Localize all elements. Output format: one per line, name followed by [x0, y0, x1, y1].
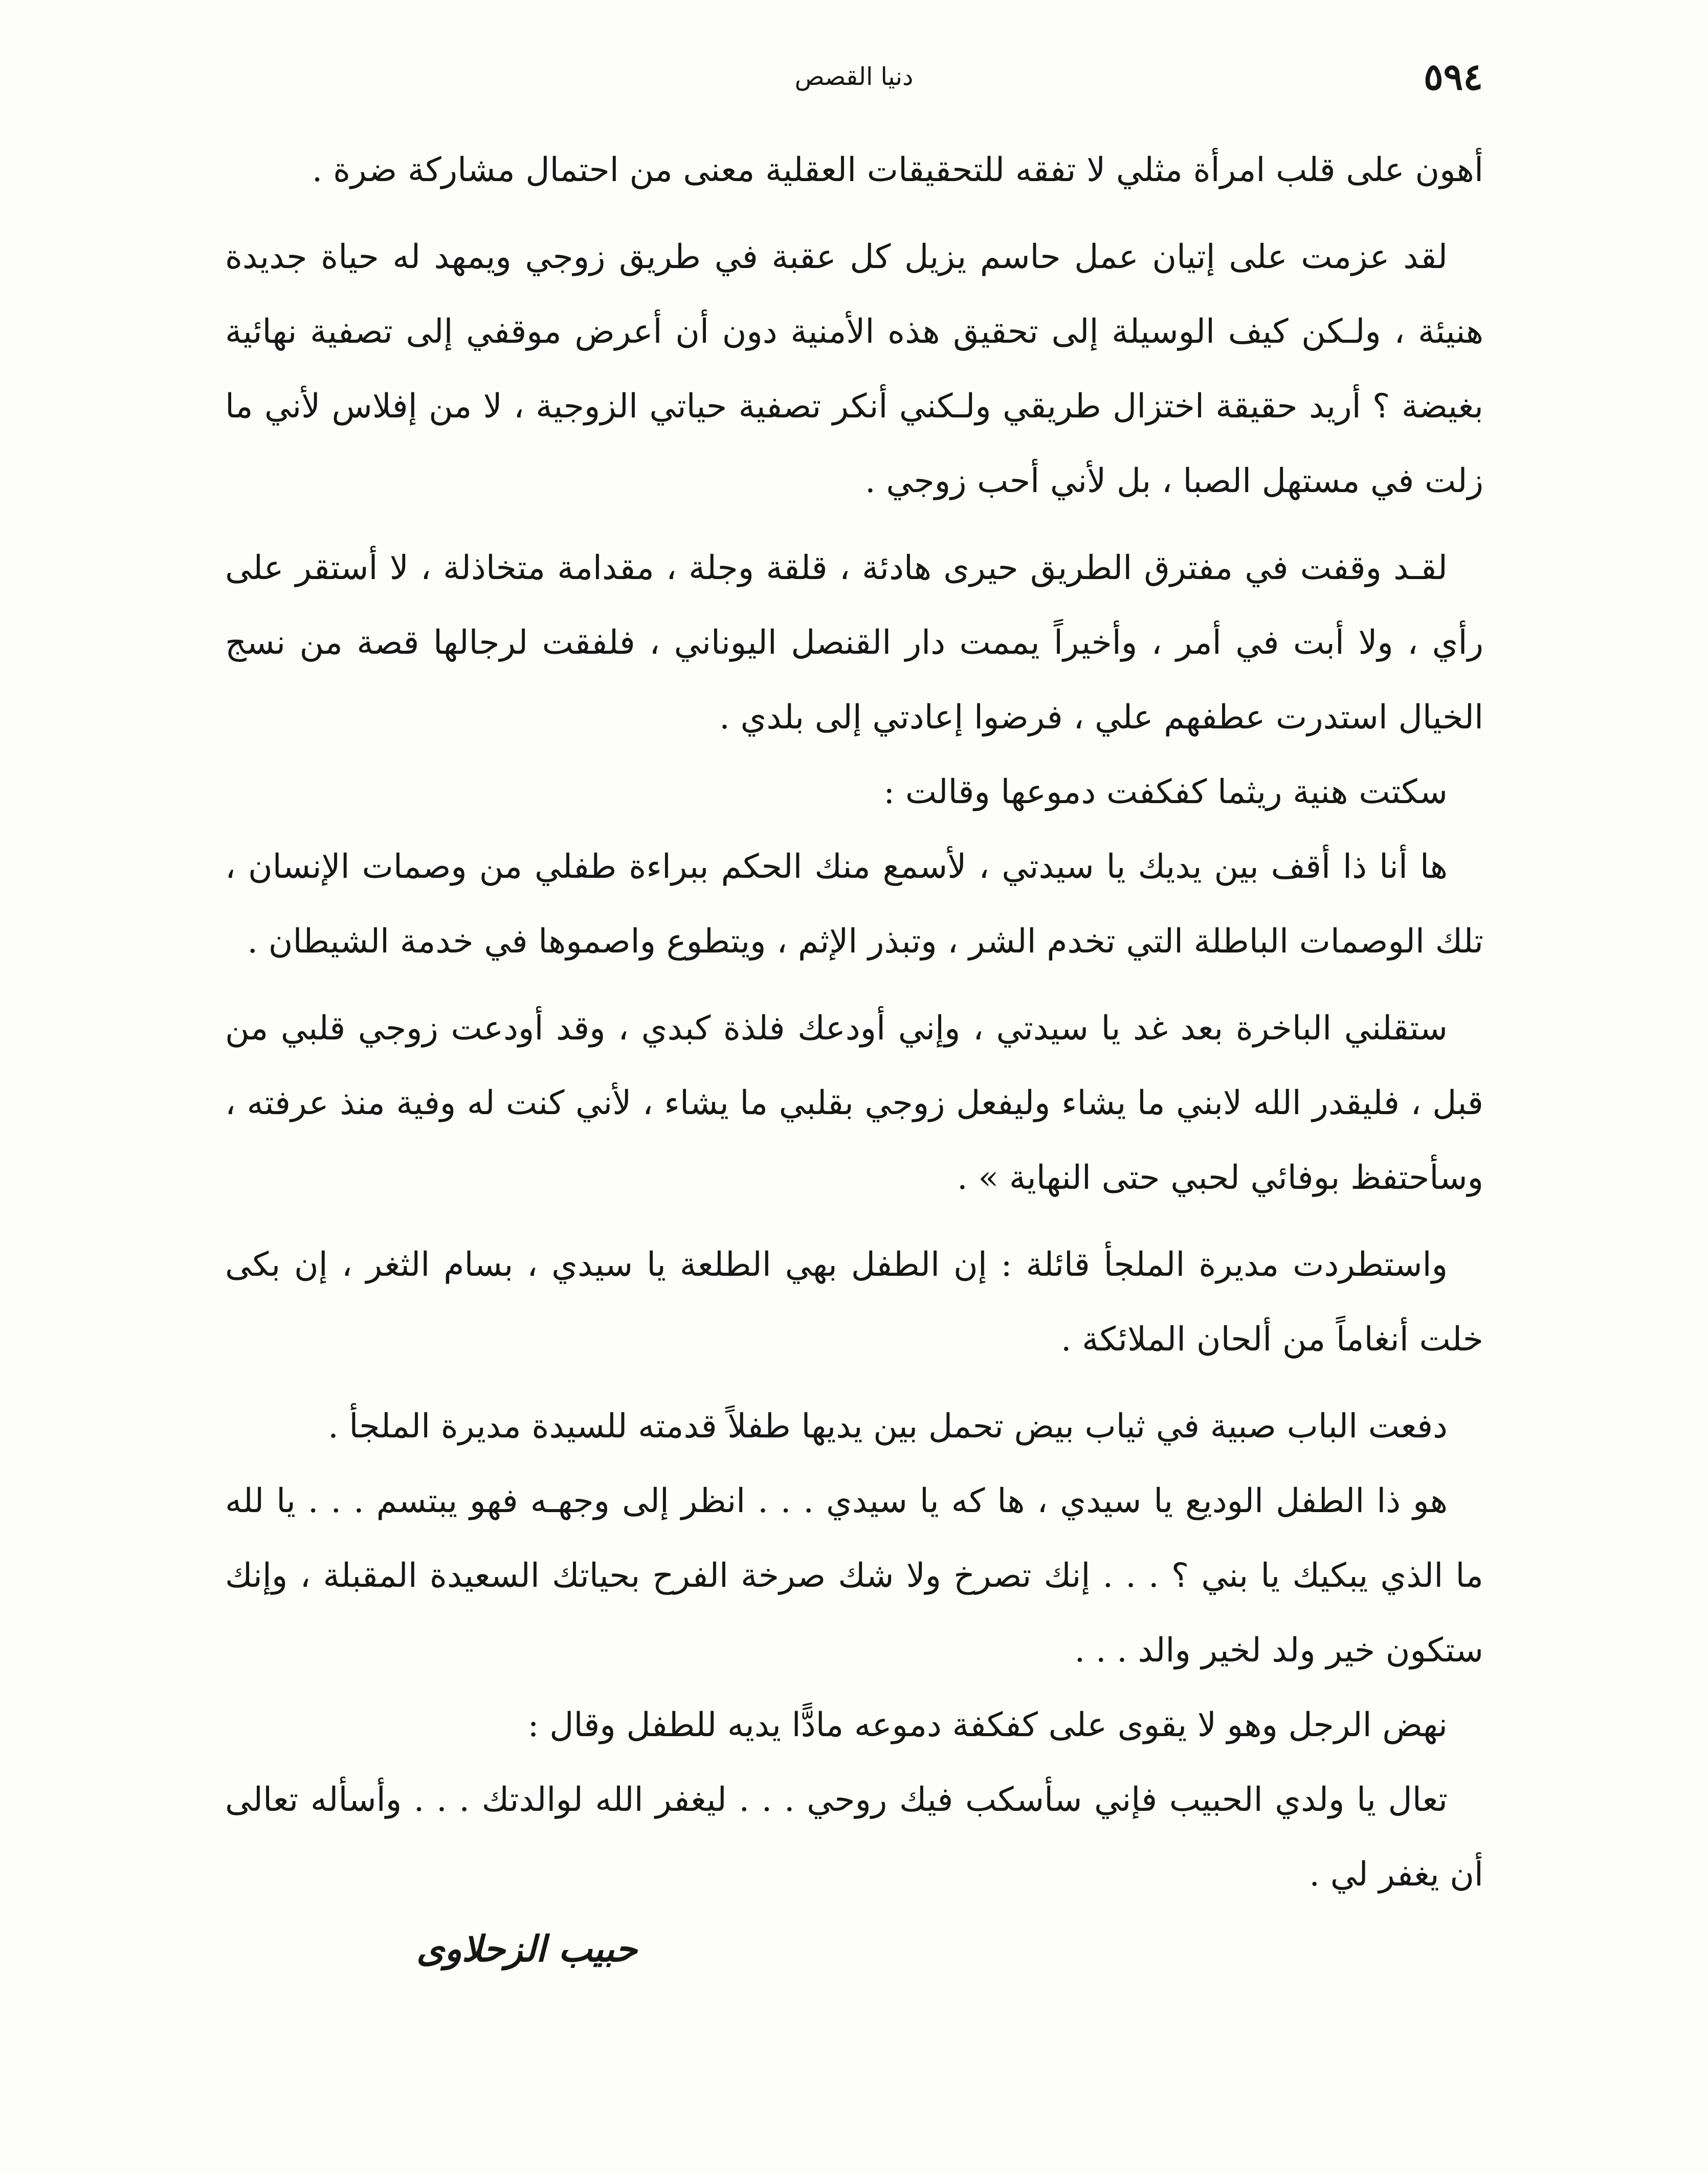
paragraph: لقـد وقفت في مفترق الطريق حيرى هادئة ، قلقة وجلة ، مقدامة متخاذلة ، لا أستقر على رأي ، ولا أبت في أمر ، وأخيراً يممت دار القنصل اليوناني ، فلفقت لرجالها قصة من نسج الخيال استدرت عطفهم علي ، فرضوا إعادتي إلى بلدي .: [225, 549, 1483, 737]
paragraph: دفعت الباب صبية في ثياب بيض تحمل بين يديها طفلاً قدمته للسيدة مديرة الملجأ .: [328, 1407, 1448, 1446]
running-title: دنيا القصص: [794, 62, 914, 91]
paragraph: واستطردت مديرة الملجأ قائلة : إن الطفل بهي الطلعة يا سيدي ، بسام الثغر ، إن بكى خلت أنغاماً من ألحان الملائكة .: [225, 1246, 1483, 1359]
paragraph: لقد عزمت على إتيان عمل حاسم يزيل كل عقبة في طريق زوجي ويمهد له حياة جديدة هنيئة ، ولـكن كيف الوسيلة إلى تحقيق هذه الأمنية دون أن أعرض موقفي إلى تصفية نهائية بغيضة ؟ أريد حقيقة اختزال طريقي ولـكني أنكر تصفية حياتي الزوجية ، لا من إفلاس لأني ما زلت في مستهل الصبا ، بل لأني أحب زوجي .: [225, 238, 1483, 500]
author-signature: حبيب الزحلاوى: [416, 1927, 637, 1970]
paragraph: هو ذا الطفل الوديع يا سيدي ، ها كه يا سيدي . . . انظر إلى وجهـه فهو يبتسم . . . يا لله ما الذي يبكيك يا بني ؟ . . . إنك تصرخ ولا شك صرخة الفرح بحياتك السعيدة المقبلة ، وإنك ستكون خير ولد لخير والد . . .: [225, 1482, 1483, 1670]
story-text: [225, 133, 1483, 1912]
paragraph: ها أنا ذا أقف بين يديك يا سيدتي ، لأسمع منك الحكم ببراءة طفلي من وصمات الإنسان ، تلك الوصمات الباطلة التي تخدم الشر ، وتبذر الإثم ، ويتطوع واصموها في خدمة الشيطان .: [225, 848, 1483, 961]
paragraph: أهون على قلب امرأة مثلي لا تفقه للتحقيقات العقلية معنى من احتمال مشاركة ضرة .: [312, 151, 1483, 189]
paragraph: نهض الرجل وهو لا يقوى على كفكفة دموعه مادًّا يديه للطفل وقال :: [527, 1706, 1448, 1744]
paragraph: ستقلني الباخرة بعد غد يا سيدتي ، وإني أودعك فلذة كبدي ، وقد أودعت زوجي قلبي من قبل ، فليقدر الله لابني ما يشاء وليفعل زوجي بقلبي ما يشاء ، لأني كنت له وفية منذ عرفته ، وسأحتفظ بوفائي لحبي حتى النهاية » .: [225, 1009, 1483, 1197]
page-number: ٥٩٤: [1423, 55, 1483, 98]
paragraph: تعال يا ولدي الحبيب فإني سأسكب فيك روحي . . . ليغفر الله لوالدتك . . . وأسأله تعالى أن يغفر لي .: [225, 1781, 1483, 1894]
page-header: [225, 49, 1483, 105]
paragraph: سكتت هنية ريثما كفكفت دموعها وقالت :: [883, 773, 1448, 811]
